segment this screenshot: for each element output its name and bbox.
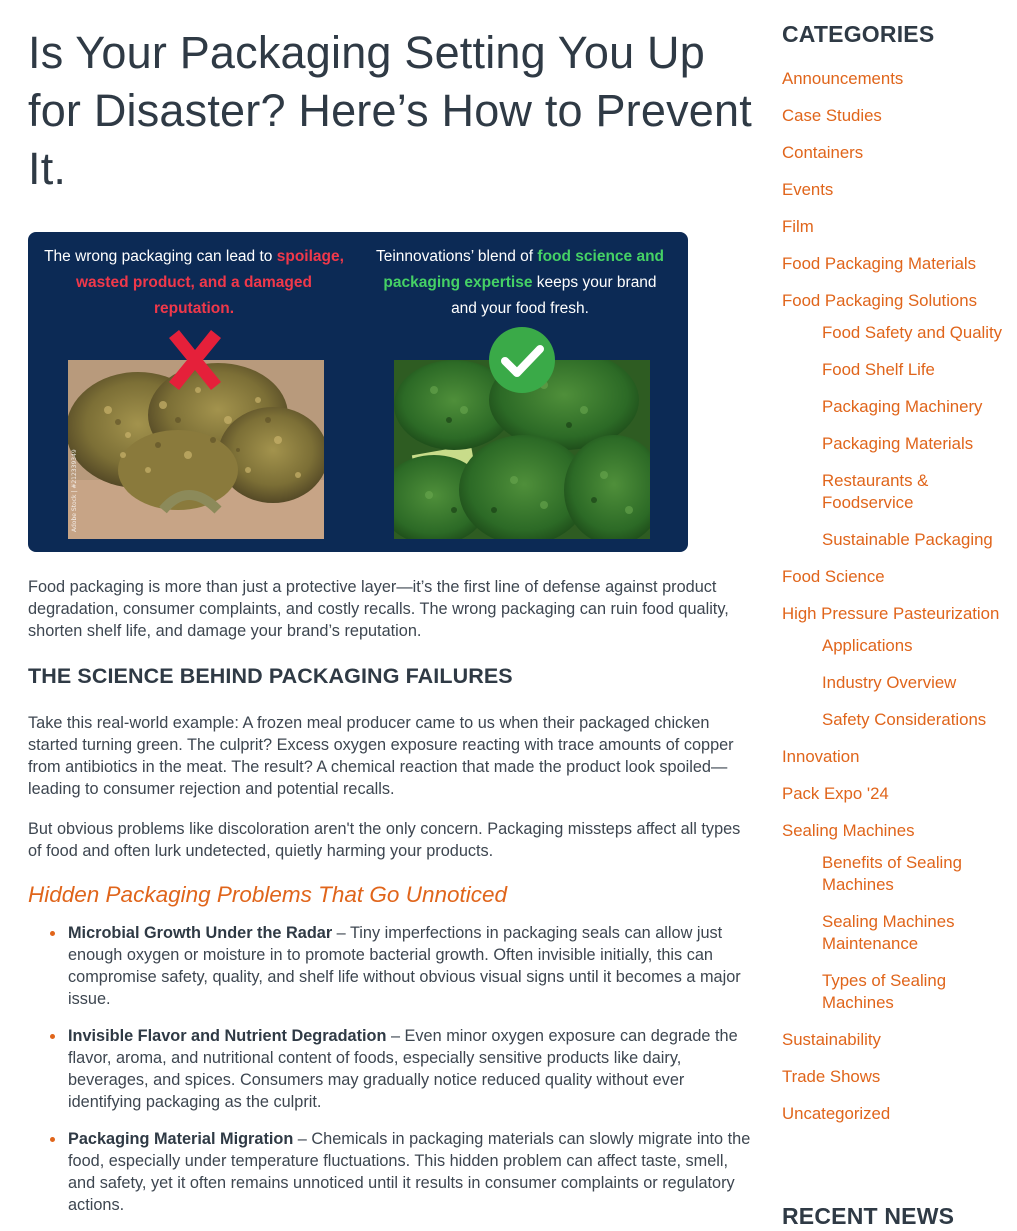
category-film[interactable]: Film	[782, 217, 814, 236]
list-item-title: Packaging Material Migration	[68, 1130, 294, 1148]
subcategory-list	[782, 852, 1014, 1014]
subcategory-benefits-of-sealing-machines[interactable]: Benefits of Sealing Machines	[822, 853, 962, 894]
check-circle-icon	[487, 325, 557, 395]
category-case-studies[interactable]: Case Studies	[782, 106, 882, 125]
category-sealing-machines[interactable]: Sealing Machines	[782, 821, 915, 840]
category-food-science[interactable]: Food Science	[782, 567, 885, 586]
section-heading: THE SCIENCE BEHIND PACKAGING FAILURES	[28, 664, 513, 688]
example-paragraph: Take this real-world example: A frozen meal producer came to us when their packaged chicken started turning green. The culprit? Excess oxygen exposure reacting with trace amounts of copper from antibiotics in the meat. The result? A chemical reaction that made the product look spoiled—leading to consumer rejection and potential recalls.	[28, 714, 734, 798]
category-innovation[interactable]: Innovation	[782, 747, 860, 766]
category-events[interactable]: Events	[782, 180, 834, 199]
hero-left-caption-text: The wrong packaging can lead to	[44, 248, 273, 265]
list-item	[68, 922, 758, 1010]
category-trade-shows[interactable]: Trade Shows	[782, 1067, 881, 1086]
subcategory-food-shelf-life[interactable]: Food Shelf Life	[822, 360, 935, 379]
subcategory-restaurants-foodservice[interactable]: Restaurants & Foodservice	[822, 471, 929, 512]
categories-heading: CATEGORIES	[782, 21, 935, 47]
list-item-title: Invisible Flavor and Nutrient Degradation	[68, 1027, 387, 1045]
subcategory-sealing-machines-maintenance[interactable]: Sealing Machines Maintenance	[822, 912, 955, 953]
subcategory-list	[782, 322, 1014, 551]
subcategory-industry-overview[interactable]: Industry Overview	[822, 673, 957, 692]
category-pack-expo-24[interactable]: Pack Expo '24	[782, 784, 889, 803]
list-item-text: – Even minor oxygen exposure can degrade the flavor, aroma, and nutritional content of foods, especially sensitive products like dairy, beverages, and spices. Consumers may gradually notice reduced quality without ever identifying packaging as the culprit.	[68, 1027, 738, 1111]
category-high-pressure-pasteurization[interactable]: High Pressure Pasteurization	[782, 604, 1000, 623]
category-list	[782, 68, 1014, 1125]
list-item-title: Microbial Growth Under the Radar	[68, 924, 333, 942]
hero-right-caption-text: Teinnovations’ blend of	[375, 248, 534, 265]
category-food-packaging-solutions[interactable]: Food Packaging Solutions	[782, 291, 977, 310]
bullet-dot	[50, 931, 55, 936]
list-item-text: – Chemicals in packaging materials can slowly migrate into the food, especially under temperature fluctuations. This hidden problem can affect taste, smell, and safety, yet it often remains unnoticed until it results in consumer complaints or regulatory actions.	[68, 1130, 751, 1214]
bullet-dot	[50, 1137, 55, 1142]
list-item-text: – Tiny imperfections in packaging seals can allow just enough oxygen or moisture in to promote bacterial growth. Often invisible initially, this can compromise safety, quality, and shelf life without obvious visual signs until it becomes a major issue.	[68, 924, 741, 1008]
hero-left-caption	[44, 244, 344, 322]
hero-right-caption	[370, 244, 670, 322]
intro-paragraph: Food packaging is more than just a protective layer—it’s the first line of defense against product degradation, consumer complaints, and costly recalls. The wrong packaging can ruin food quality, shorten shelf life, and damage your brand’s reputation.	[28, 578, 729, 640]
subcategory-applications[interactable]: Applications	[822, 636, 913, 655]
subcategory-safety-considerations[interactable]: Safety Considerations	[822, 710, 987, 729]
category-announcements[interactable]: Announcements	[782, 69, 904, 88]
list-item	[68, 1128, 758, 1216]
article-column	[28, 0, 758, 1231]
recent-news-heading: RECENT NEWS	[782, 1203, 955, 1229]
list-item	[68, 1025, 758, 1113]
category-uncategorized[interactable]: Uncategorized	[782, 1104, 891, 1123]
article-title: Is Your Packaging Setting You Up for Disaster? Here’s How to Prevent It.	[28, 27, 752, 194]
category-food-packaging-materials[interactable]: Food Packaging Materials	[782, 254, 977, 273]
subcategory-food-safety-and-quality[interactable]: Food Safety and Quality	[822, 323, 1003, 342]
subheading: Hidden Packaging Problems That Go Unnoticed	[28, 882, 508, 907]
subcategory-sustainable-packaging[interactable]: Sustainable Packaging	[822, 530, 993, 549]
bullet-dot	[50, 1034, 55, 1039]
hero-graphic	[28, 232, 688, 552]
problem-list	[28, 922, 758, 1216]
subcategory-packaging-machinery[interactable]: Packaging Machinery	[822, 397, 983, 416]
subcategory-types-of-sealing-machines[interactable]: Types of Sealing Machines	[822, 971, 947, 1012]
subcategory-packaging-materials[interactable]: Packaging Materials	[822, 434, 974, 453]
subcategory-list	[782, 635, 1014, 731]
hero-right-caption-tail: keeps your brand and your food fresh.	[451, 274, 657, 317]
sidebar	[782, 0, 1014, 1229]
x-mark-icon	[163, 328, 227, 392]
hero-left-caption-highlight: spoilage, wasted product, and a damaged reputation.	[76, 248, 344, 317]
photo-credit: Adobe Stock | #212339349	[71, 449, 78, 532]
concern-paragraph: But obvious problems like discoloration aren't the only concern. Packaging missteps affect all types of food and often lurk undetected, quietly harming your products.	[28, 820, 741, 860]
hero-right-caption-highlight: food science and packaging expertise	[383, 248, 665, 291]
category-sustainability[interactable]: Sustainability	[782, 1030, 881, 1049]
category-containers[interactable]: Containers	[782, 143, 864, 162]
